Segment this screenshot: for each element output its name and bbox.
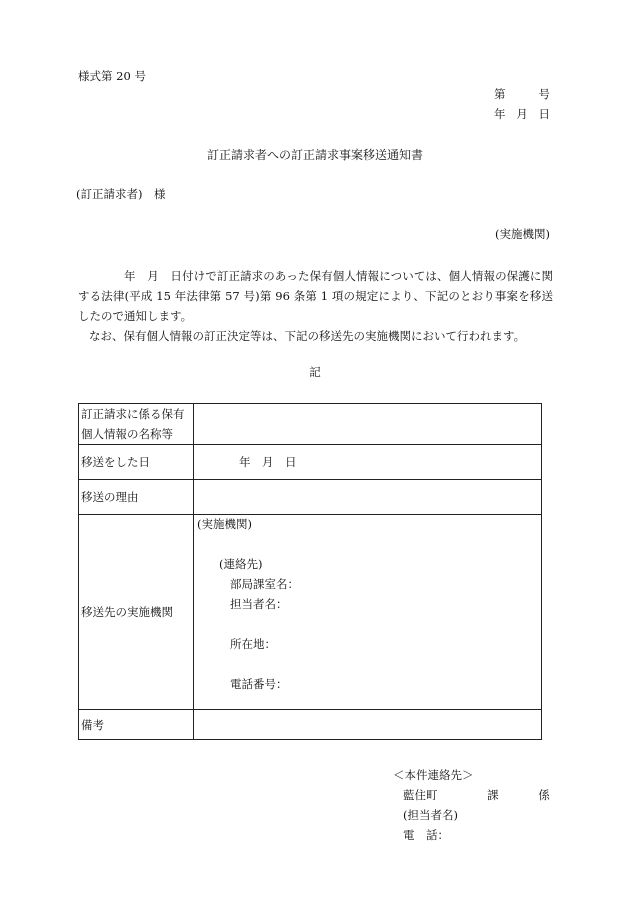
form-number: 様式第 20 号 bbox=[78, 69, 146, 83]
date-year: 年 bbox=[494, 107, 506, 121]
document-title: 訂正請求者への訂正請求事案移送通知書 bbox=[206, 148, 423, 162]
contact-office-kakari: 係 bbox=[538, 788, 550, 802]
date-month: 月 bbox=[516, 107, 528, 121]
body-text bbox=[78, 266, 553, 346]
destination-phone: 電話番号： bbox=[230, 677, 288, 691]
body-paragraph-1: 年 月 日付けで訂正請求のあった保有個人情報については、個人情報の保護に関する法律(平成 15 年法律第 57 号)第 96 条第 1 項の規定により、下記のとおり事案を移送したので通知します。 bbox=[78, 269, 553, 323]
document-date-line bbox=[494, 108, 550, 122]
document-number-line bbox=[494, 88, 550, 102]
destination-department: 部局課室名： bbox=[230, 577, 299, 591]
doc-number-dai: 第 bbox=[494, 87, 506, 101]
row-label-transfer-date: 移送をした日 bbox=[79, 445, 194, 480]
body-paragraph-2: なお、保有個人情報の訂正決定等は、下記の移送先の実施機関において行われます。 bbox=[89, 329, 526, 343]
row-label-remarks: 備考 bbox=[79, 710, 194, 740]
table-row bbox=[79, 710, 542, 740]
table-row bbox=[79, 445, 542, 480]
row-value-transfer-date bbox=[194, 445, 542, 480]
destination-address: 所在地： bbox=[230, 637, 276, 651]
row-label-info-name: 訂正請求に係る保有個人情報の名称等 bbox=[79, 404, 194, 445]
date-day: 日 bbox=[538, 107, 550, 121]
doc-number-go: 号 bbox=[538, 87, 550, 101]
recipient-line: (訂正請求者) 様 bbox=[76, 187, 166, 201]
destination-contact-heading: (連絡先) bbox=[219, 557, 263, 571]
row-value-transfer-reason bbox=[194, 480, 542, 515]
transfer-details-table bbox=[78, 403, 542, 740]
destination-agency: (実施機関) bbox=[197, 517, 252, 531]
contact-office-ka: 課 bbox=[487, 788, 499, 802]
table-row bbox=[79, 515, 542, 710]
row-value-remarks bbox=[194, 710, 542, 740]
contact-office-town: 藍住町 bbox=[403, 788, 438, 802]
row-value-info-name bbox=[194, 404, 542, 445]
row-value-destination-agency bbox=[194, 515, 542, 710]
contact-heading: ＜本件連絡先＞ bbox=[393, 768, 474, 782]
table-row bbox=[79, 404, 542, 445]
contact-block bbox=[393, 765, 550, 845]
ki-label: 記 bbox=[309, 365, 321, 379]
destination-person: 担当者名： bbox=[230, 597, 288, 611]
row-label-destination-agency: 移送先の実施機関 bbox=[79, 515, 194, 710]
contact-office bbox=[393, 785, 550, 805]
contact-phone: 電 話： bbox=[403, 828, 449, 842]
sender-agency: (実施機関) bbox=[495, 227, 550, 241]
transfer-date-value: 年 月 日 bbox=[239, 455, 297, 469]
contact-person: (担当者名) bbox=[403, 808, 458, 822]
table-row bbox=[79, 480, 542, 515]
row-label-transfer-reason: 移送の理由 bbox=[79, 480, 194, 515]
